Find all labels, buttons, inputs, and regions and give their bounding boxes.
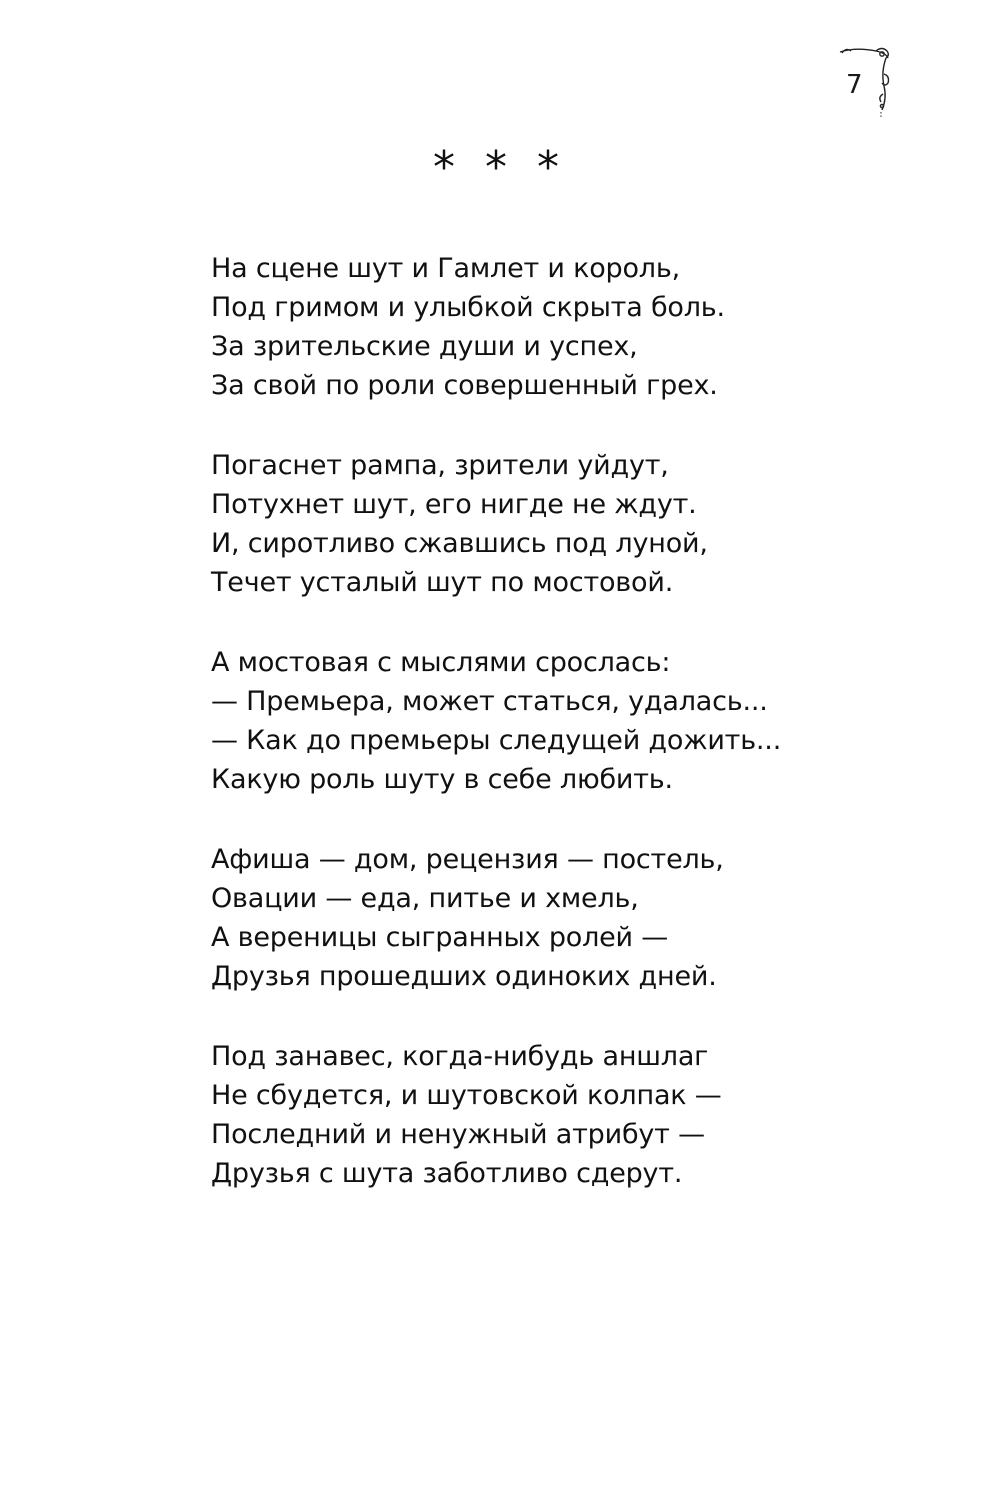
stanza (211, 840, 931, 996)
stanza (211, 249, 931, 405)
poem-line: Под гримом и улыбкой скрыта боль. (211, 292, 725, 323)
poem-line: Под занавес, когда-нибудь аншлаг (211, 1041, 709, 1072)
poem-line: Потухнет шут, его нигде не ждут. (211, 489, 697, 520)
poem-line: Последний и ненужный атрибут — (211, 1119, 705, 1150)
corner-flourish-icon (836, 44, 896, 120)
poem-line: И, сиротливо сжавшись под луной, (211, 528, 708, 559)
poem-line: — Премьера, может статься, удалась... (211, 686, 768, 717)
poem-line: За свой по роли совершенный грех. (211, 370, 718, 401)
poem-line: Афиша — дом, рецензия — постель, (211, 844, 724, 875)
poem-line: Погаснет рампа, зрители уйдут, (211, 450, 669, 481)
section-separator: * * * (433, 142, 567, 193)
poem-line: За зрительские души и успех, (211, 331, 638, 362)
poem-line: Не сбудется, и шутовской колпак — (211, 1080, 722, 1111)
poem-line: Друзья прошедших одиноких дней. (211, 961, 717, 992)
stanza (211, 446, 931, 602)
poem-line: Течет усталый шут по мостовой. (211, 567, 674, 598)
poem-line: А мостовая с мыслями срослась: (211, 647, 671, 678)
poem-line: Какую роль шуту в себе любить. (211, 764, 673, 795)
stanza (211, 643, 931, 799)
poem-line: А вереницы сыгранных ролей — (211, 922, 669, 953)
poem-line: Овации — еда, питье и хмель, (211, 883, 639, 914)
poem (211, 249, 931, 1234)
poem-line: На сцене шут и Гамлет и король, (211, 253, 680, 284)
stanza (211, 1037, 931, 1193)
poem-line: — Как до премьеры следущей дожить... (211, 725, 782, 756)
poem-line: Друзья с шута заботливо сдерут. (211, 1158, 683, 1189)
page-number: 7 (846, 70, 863, 100)
